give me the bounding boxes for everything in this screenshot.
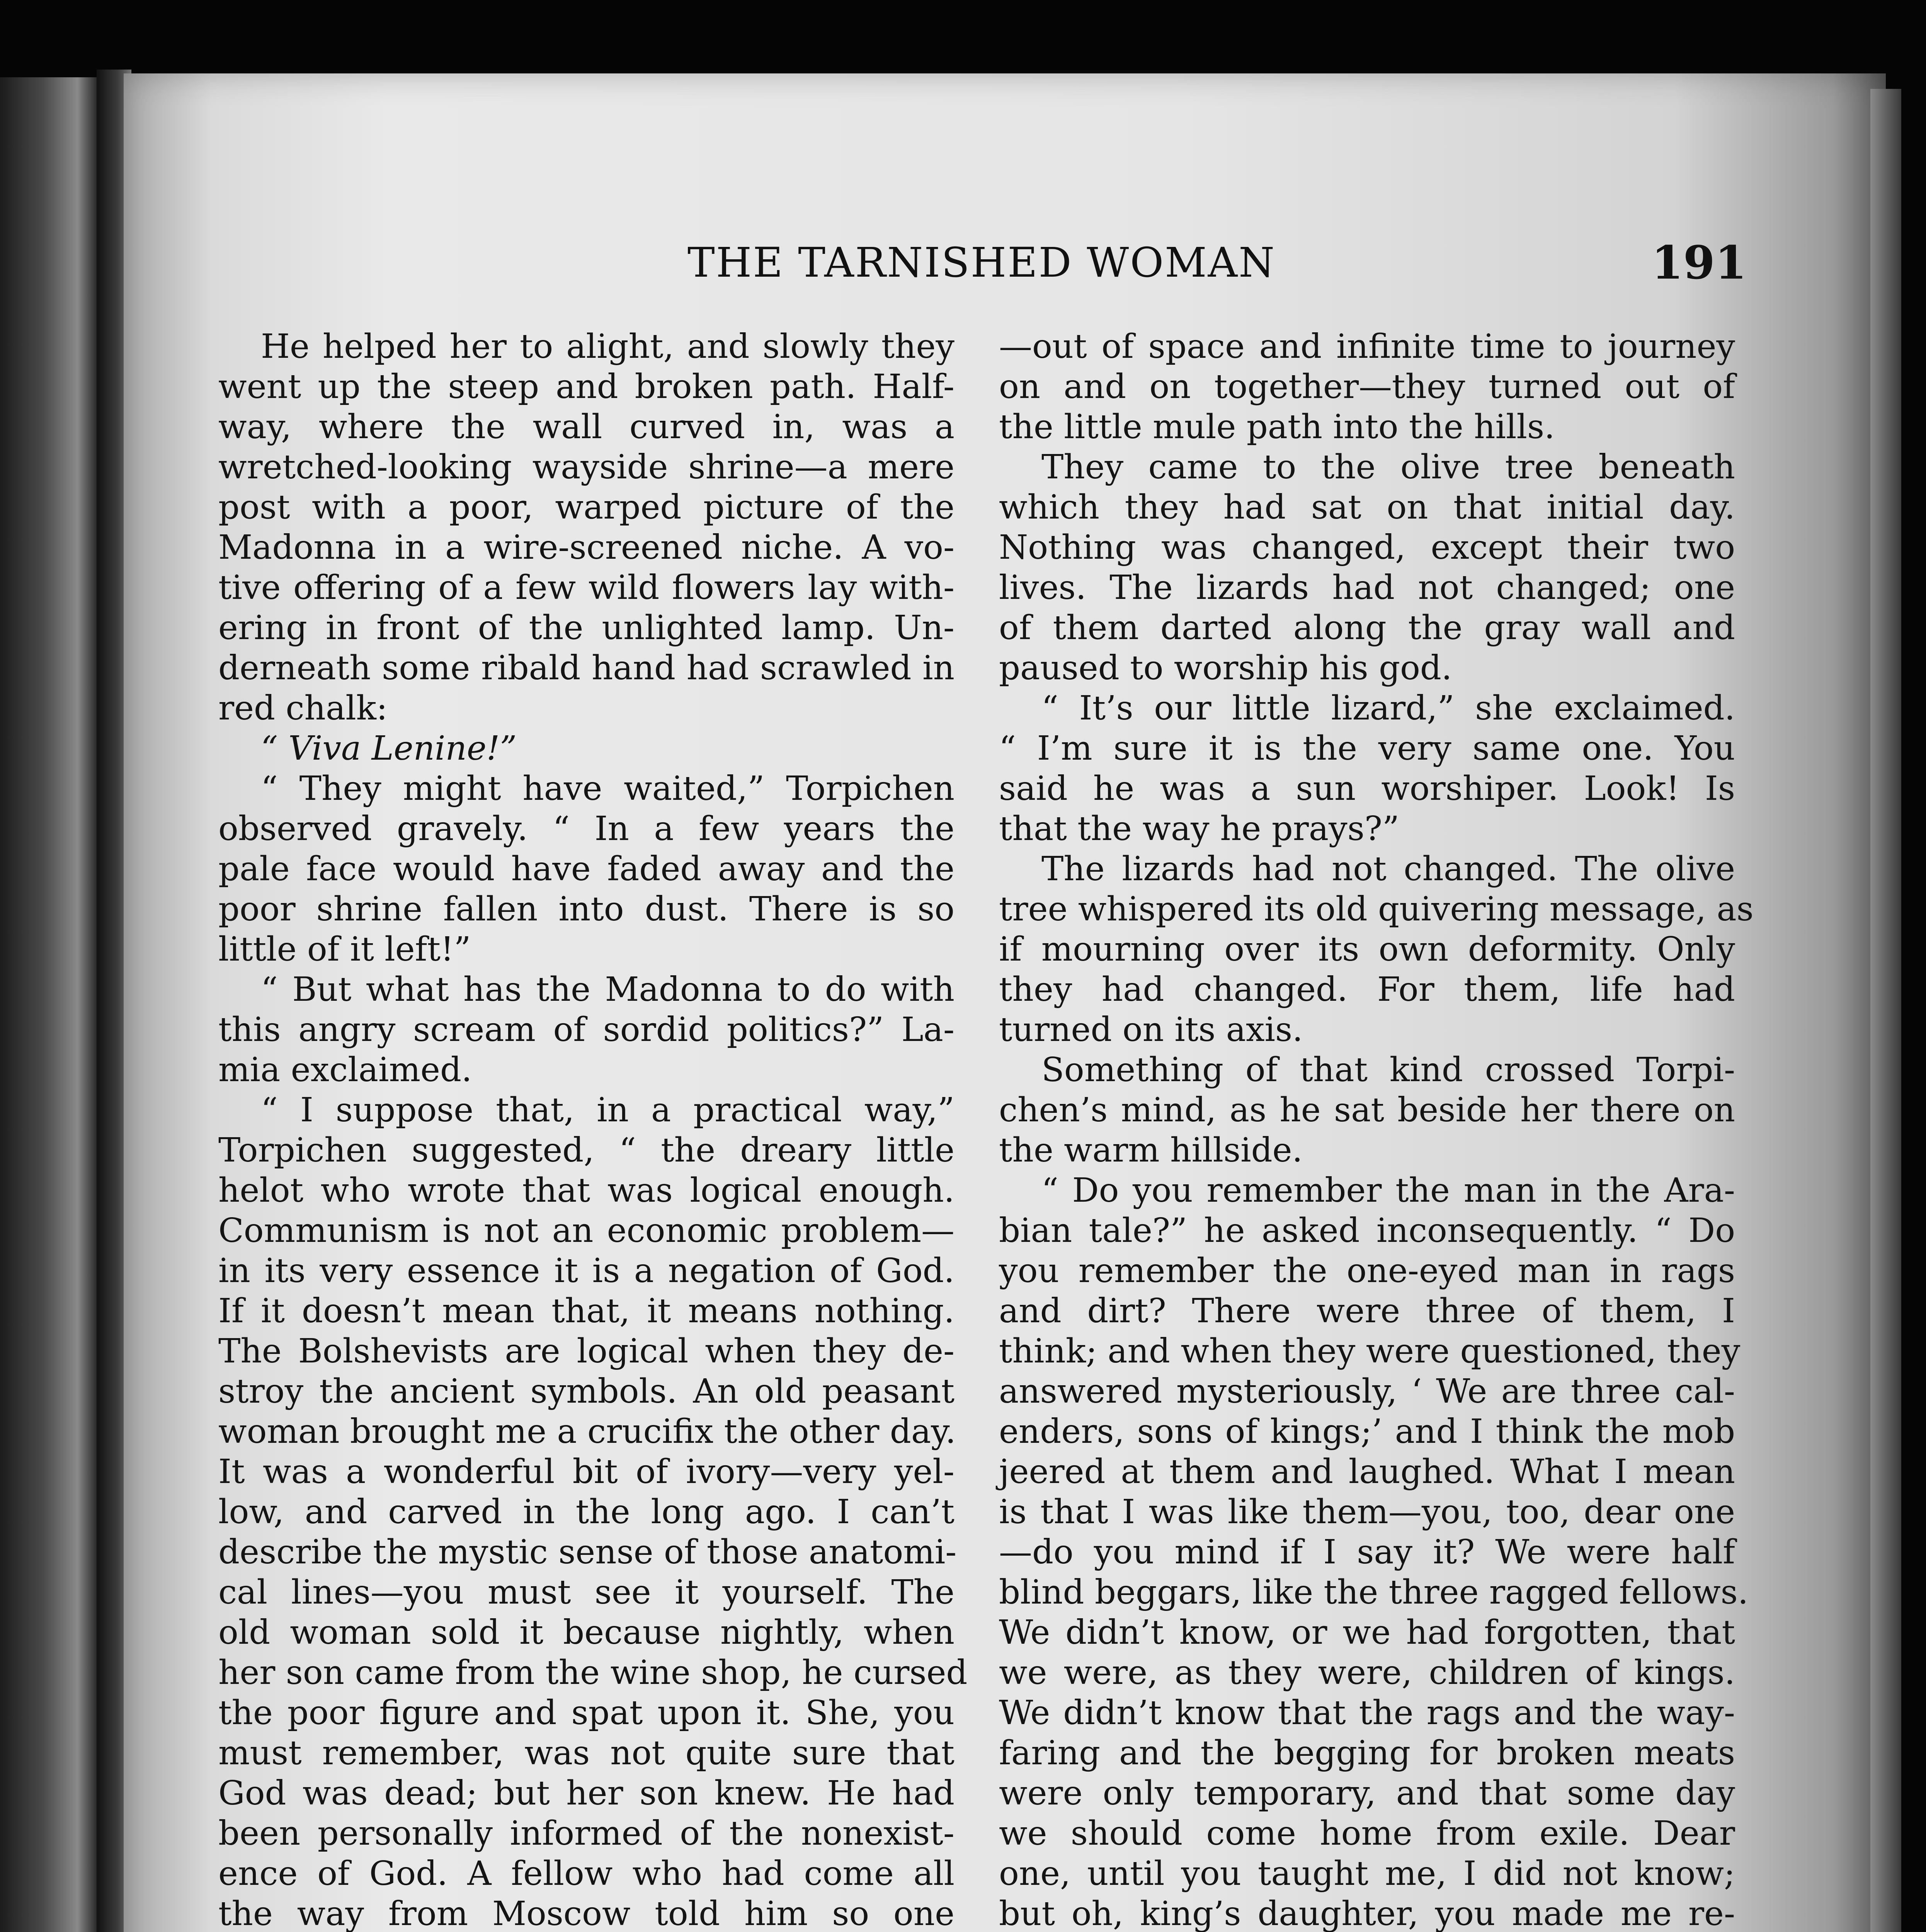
text-line: Communism is not an economic problem— bbox=[218, 1211, 954, 1250]
text-line: Torpichen suggested, “ the dreary little bbox=[218, 1131, 954, 1170]
text-line: blind beggars, like the three ragged fellows. bbox=[999, 1573, 1749, 1612]
text-line: if mourning over its own deformity. Only bbox=[999, 930, 1735, 969]
text-line: but oh, king’s daughter, you made me re- bbox=[999, 1895, 1735, 1932]
text-line: poor shrine fallen into dust. There is so bbox=[218, 890, 954, 929]
text-line: on and on together—they turned out of bbox=[999, 367, 1735, 406]
text-line: this angry scream of sordid politics?” La- bbox=[218, 1010, 954, 1049]
text-column-right bbox=[999, 327, 1754, 1932]
facing-page-edge bbox=[0, 77, 97, 1932]
text-line: We didn’t know that the rags and the way- bbox=[999, 1694, 1735, 1732]
text-line: the little mule path into the hills. bbox=[999, 408, 1555, 446]
text-line: faring and the begging for broken meats bbox=[999, 1734, 1735, 1772]
text-line: been personally informed of the nonexist- bbox=[218, 1814, 954, 1853]
text-line: little of it left!” bbox=[218, 930, 471, 969]
text-line: He helped her to alight, and slowly they bbox=[261, 327, 954, 366]
text-line: We didn’t know, or we had forgotten, that bbox=[999, 1613, 1735, 1652]
text-line: jeered at them and laughed. What I mean bbox=[999, 1452, 1735, 1491]
text-line: woman brought me a crucifix the other day. bbox=[218, 1412, 956, 1451]
text-line: “ Do you remember the man in the Ara- bbox=[1041, 1171, 1735, 1210]
page-header bbox=[216, 236, 1747, 290]
text-line: low, and carved in the long ago. I can’t bbox=[218, 1493, 954, 1531]
text-line: the warm hillside. bbox=[999, 1131, 1303, 1170]
text-line: think; and when they were questioned, they bbox=[999, 1332, 1741, 1371]
text-line: must remember, was not quite sure that bbox=[218, 1734, 954, 1772]
text-line: were only temporary, and that some day bbox=[999, 1774, 1735, 1813]
text-line: answered mysteriously, ‘ We are three cal- bbox=[999, 1372, 1735, 1411]
text-line: Something of that kind crossed Torpi- bbox=[1041, 1051, 1735, 1089]
text-line: one, until you taught me, I did not know; bbox=[999, 1854, 1735, 1893]
text-line: “ I suppose that, in a practical way,” bbox=[261, 1091, 954, 1129]
text-line: which they had sat on that initial day. bbox=[999, 488, 1735, 527]
text-line: wretched-looking wayside shrine—a mere bbox=[218, 448, 954, 486]
text-line: her son came from the wine shop, he cursed bbox=[218, 1653, 968, 1692]
text-line: we were, as they were, children of kings. bbox=[999, 1653, 1735, 1692]
text-line: enders, sons of kings;’ and I think the mob bbox=[999, 1412, 1735, 1451]
text-line: red chalk: bbox=[218, 689, 388, 728]
text-line: they had changed. For them, life had bbox=[999, 970, 1735, 1009]
text-line: that the way he prays?” bbox=[999, 810, 1399, 848]
text-line: old woman sold it because nightly, when bbox=[218, 1613, 954, 1652]
text-line: observed gravely. “ In a few years the bbox=[218, 810, 954, 848]
text-line: stroy the ancient symbols. An old peasant bbox=[218, 1372, 954, 1411]
text-line: bian tale?” he asked inconsequently. “ Do bbox=[999, 1211, 1735, 1250]
text-line: ence of God. A fellow who had come all bbox=[218, 1854, 954, 1893]
text-line: ering in front of the unlighted lamp. Un- bbox=[218, 609, 954, 647]
text-line: lives. The lizards had not changed; one bbox=[999, 568, 1735, 607]
text-line: describe the mystic sense of those anatomi- bbox=[218, 1533, 957, 1571]
text-line: Madonna in a wire-screened niche. A vo- bbox=[218, 528, 954, 567]
text-line: went up the steep and broken path. Half- bbox=[218, 367, 954, 406]
text-line: way, where the wall curved in, was a bbox=[218, 408, 954, 446]
text-line: you remember the one-eyed man in rags bbox=[999, 1252, 1735, 1290]
page-right-edge bbox=[1870, 89, 1901, 1932]
text-line: the way from Moscow told him so one bbox=[218, 1895, 954, 1932]
text-line: and dirt? There were three of them, I bbox=[999, 1292, 1735, 1330]
text-line: turned on its axis. bbox=[999, 1010, 1303, 1049]
text-line: helot who wrote that was logical enough. bbox=[218, 1171, 954, 1210]
text-line: we should come home from exile. Dear bbox=[999, 1814, 1735, 1853]
text-line: —do you mind if I say it? We were half bbox=[999, 1533, 1735, 1571]
text-line: They came to the olive tree beneath bbox=[1041, 448, 1735, 486]
text-line: derneath some ribald hand had scrawled in bbox=[218, 649, 954, 687]
text-line: tree whispered its old quivering message, as bbox=[999, 890, 1754, 929]
text-line: said he was a sun worshiper. Look! Is bbox=[999, 769, 1735, 808]
text-line: —out of space and infinite time to journey bbox=[999, 327, 1735, 366]
text-line: “ I’m sure it is the very same one. You bbox=[999, 729, 1735, 768]
text-line: tive offering of a few wild flowers lay with- bbox=[218, 568, 954, 607]
text-line: post with a poor, warped picture of the bbox=[218, 488, 954, 527]
text-line: It was a wonderful bit of ivory—very yel- bbox=[218, 1452, 954, 1491]
text-line: of them darted along the gray wall and bbox=[999, 609, 1735, 647]
running-title: THE TARNISHED WOMAN bbox=[687, 239, 1276, 286]
text-line: chen’s mind, as he sat beside her there on bbox=[999, 1091, 1735, 1129]
text-line: the poor figure and spat upon it. She, you bbox=[218, 1694, 954, 1732]
text-line: mia exclaimed. bbox=[218, 1051, 472, 1089]
page-number: 191 bbox=[1651, 236, 1747, 289]
text-line: “ It’s our little lizard,” she exclaimed. bbox=[1041, 689, 1735, 728]
text-line: The lizards had not changed. The olive bbox=[1041, 850, 1735, 888]
text-column-left bbox=[218, 327, 968, 1932]
text-line: cal lines—you must see it yourself. The bbox=[218, 1573, 954, 1612]
text-line: in its very essence it is a negation of God. bbox=[218, 1252, 954, 1290]
text-line: “ But what has the Madonna to do with bbox=[261, 970, 954, 1009]
text-line: paused to worship his god. bbox=[999, 649, 1452, 687]
text-line: “ They might have waited,” Torpichen bbox=[261, 769, 954, 808]
text-line: The Bolshevists are logical when they de- bbox=[218, 1332, 954, 1371]
text-line: If it doesn’t mean that, it means nothing. bbox=[218, 1292, 954, 1330]
text-line: “ Viva Lenine!” bbox=[261, 729, 517, 768]
text-line: God was dead; but her son knew. He had bbox=[218, 1774, 954, 1813]
text-line: pale face would have faded away and the bbox=[218, 850, 954, 888]
text-line: Nothing was changed, except their two bbox=[999, 528, 1735, 567]
text-line: is that I was like them—you, too, dear one bbox=[999, 1493, 1735, 1531]
